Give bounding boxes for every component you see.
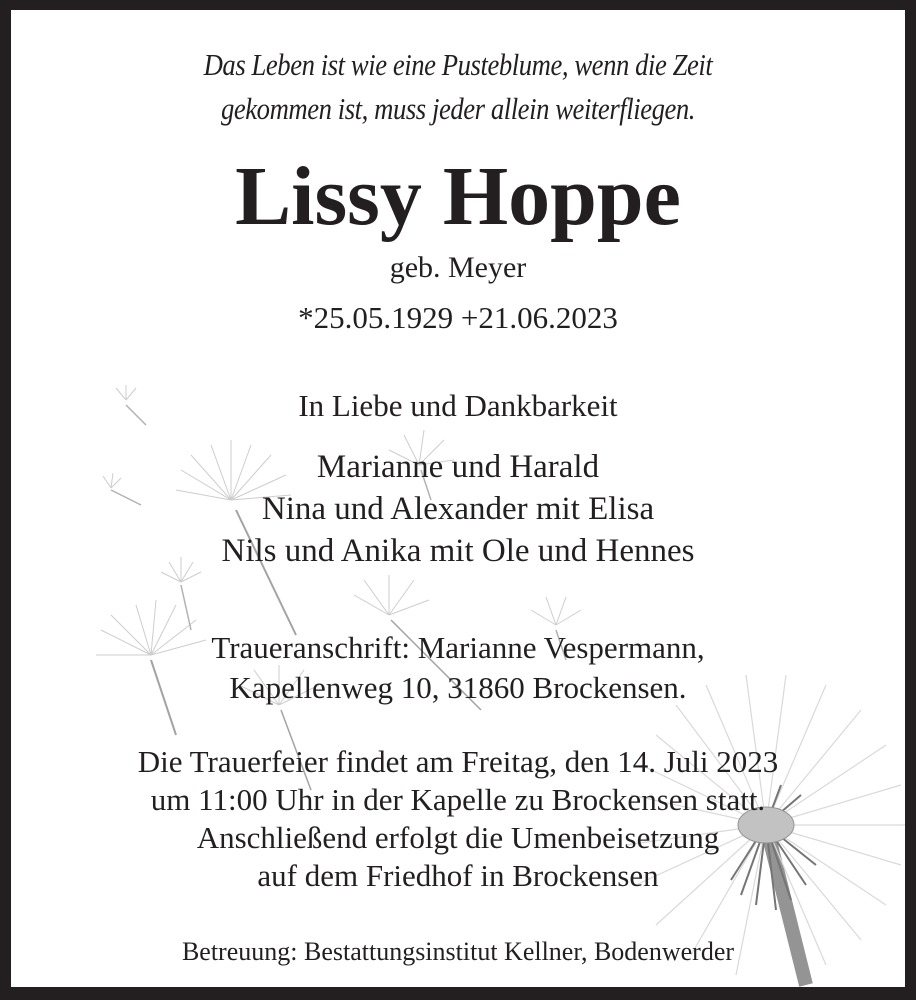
quote-line-2: gekommen ist, muss jeder allein weiterfliegen. [220,91,696,126]
address-line-2: Kapellenweg 10, 31860 Brockensen. [229,670,687,705]
address-line-1: Traueranschrift: Marianne Vespermann, [211,630,705,665]
service-line: Die Trauerfeier findet am Freitag, den 14. Juli 2023 [137,744,779,779]
life-dates: *25.05.1929 +21.06.2023 [298,300,618,335]
quote-line-1: Das Leben ist wie eine Pusteblume, wenn die Zeit [203,47,713,82]
mourner-line: Nina und Alexander mit Elisa [261,491,655,527]
mourner-line: Nils und Anika mit Ole und Hennes [221,533,695,569]
funeral-home-credit: Betreuung: Bestattungsinstitut Kellner, Bodenwerder [181,937,735,966]
mourner-line: Marianne und Harald [316,449,600,485]
obituary-card [11,10,905,987]
mourners-intro: In Liebe und Dankbarkeit [298,388,618,423]
birth-name: geb. Meyer [389,251,527,284]
service-line: um 11:00 Uhr in der Kapelle zu Brockensen statt. [150,782,766,817]
deceased-name: Lissy Hoppe [235,150,681,243]
service-line: Anschließend erfolgt die Umenbeisetzung [196,820,720,855]
service-line: auf dem Friedhof in Brockensen [257,858,659,893]
